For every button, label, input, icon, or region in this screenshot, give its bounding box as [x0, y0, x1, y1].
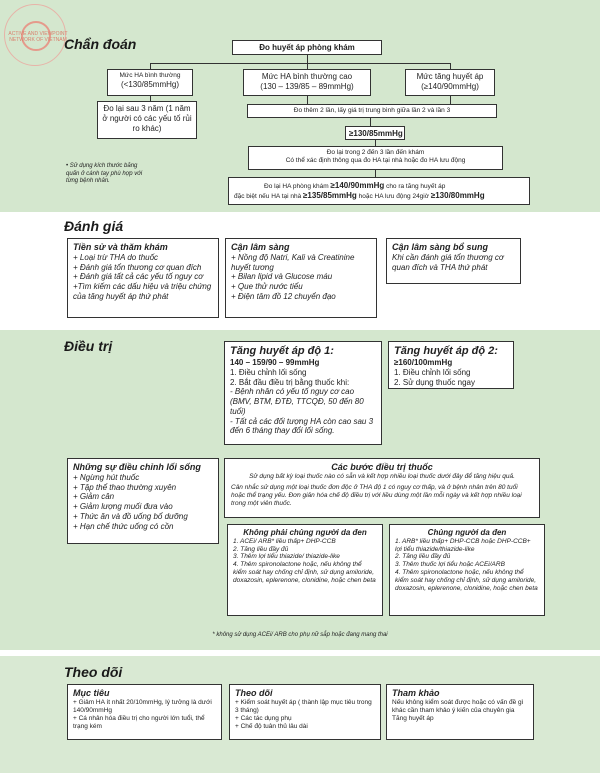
goal-item: + Giảm HA ít nhất 20/10mmHg, lý tưởng là dưới 140/90mmHg	[73, 698, 212, 714]
labs-box	[225, 238, 377, 318]
threshold-box: ≥130/85mmHg	[345, 126, 405, 140]
grade1-item: 1. Điều chỉnh lối sống	[230, 367, 307, 377]
drug-steps-box	[224, 458, 540, 518]
normal-bp-box	[107, 69, 193, 96]
cuff-size-note: • Sử dụng kích thước băng quấn ở cánh tay phù hợp với từng bệnh nhân.	[66, 163, 143, 184]
labs-item: + Bilan lipid và Glucose máu	[231, 272, 333, 282]
organization-logo	[4, 4, 66, 66]
grade2-title: Tăng huyết áp độ 2:	[394, 345, 498, 357]
followup-title: Theo dõi	[64, 664, 123, 680]
history-exam-title: Tiền sử và thăm khám	[73, 242, 168, 252]
refer-text: Nếu không kiểm soát được hoặc có vấn đề gì khác cần tham khảo ý kiến của chuyên gia Tăng huyết áp	[392, 698, 524, 722]
refer-title: Tham khảo	[392, 688, 440, 698]
confirm-line-1: Đo lại trong 2 đến 3 lần đến khám	[326, 149, 425, 156]
lifestyle-item: + Giảm lượng muối đưa vào	[73, 502, 173, 512]
grade1-item: - Bệnh nhân có yếu tố nguy cơ cao (BMV, BTM, ĐTĐ, TTCQĐ, 50 đến 80 tuổi)	[230, 387, 364, 416]
non-black-box	[227, 524, 383, 616]
goal-title: Mục tiêu	[73, 688, 110, 698]
grade2-box	[388, 341, 514, 389]
history-item: + Loại trừ THA do thuốc	[73, 252, 159, 262]
elevated-bp-label: Mức tăng huyết áp	[416, 72, 484, 81]
high-normal-bp-box	[243, 69, 371, 96]
lifestyle-item: + Tập thể thao thường xuyên	[73, 482, 177, 492]
final-confirmation-box	[228, 177, 530, 205]
black-item: 1. ARB* liều thấp+ DHP-CCB hoặc DHP-CCB+ lợi tiểu thiazide/thiazide-like	[395, 537, 531, 553]
confirm-remeasure-box	[248, 146, 503, 170]
non-black-item: 4. Thêm spironolactone hoặc, nếu không thể kiểm soát hay chống chỉ định, sử dụng amiloride, doxazosin, eplerenone, clonidine, hoặc chen beta	[233, 561, 376, 585]
logo-text: ACTIVE AND VIEWPOINT NETWORK OF VIETNAM	[8, 31, 68, 43]
refer-box	[386, 684, 534, 740]
labs-item: + Điện tâm đồ 12 chuyển đạo	[231, 291, 336, 301]
extra-labs-text: Khi cần đánh giá tổn thương cơ quan đích và THA thứ phát	[392, 252, 504, 272]
non-black-item: 2. Tăng liều đầy đủ	[233, 545, 289, 553]
monitor-item: + Kiểm soát huyết áp ( thành lập mục tiêu trong 3 tháng)	[235, 698, 372, 714]
diagnosis-title: Chẩn đoán	[64, 36, 137, 52]
lifestyle-item: + Giảm cân	[73, 492, 115, 502]
grade1-box	[224, 341, 382, 445]
grade2-range: ≥160/100mmHg	[394, 358, 453, 368]
lifestyle-box	[67, 458, 219, 544]
ambulatory-threshold: ≥130/80mmHg	[430, 190, 485, 200]
ace-footnote: * không sử dụng ACEi/ ARB cho phụ nữ sắp hoặc đang mang thai	[212, 632, 388, 638]
monitor-item: + Các tác dụng phụ	[235, 714, 292, 722]
black-box	[389, 524, 545, 616]
black-item: 4. Thêm spironolactone hoặc, nếu không thể kiểm soát hay chống chỉ định, sử dụng amiloride, doxazosin, eplerenone, clonidine, hoặc chen beta	[395, 569, 538, 593]
grade1-title: Tăng huyết áp độ 1:	[230, 345, 334, 357]
drug-steps-paragraph-1: Sử dụng bất kỳ loại thuốc nào có sẵn và kết hợp nhiều loại thuốc dưới đây để tăng hiệu quả.	[249, 472, 515, 480]
labs-item: + Que thử nước tiểu	[231, 282, 303, 292]
monitor-title: Theo dõi	[235, 688, 273, 698]
final-line1-text: Đo lại HA phòng khám	[264, 183, 329, 190]
extra-labs-title: Cận lâm sàng bổ sung	[392, 242, 489, 252]
normal-bp-label: Mức HA bình thường	[119, 72, 181, 79]
non-black-title: Không phải chủng người da đen	[243, 528, 367, 537]
lifestyle-item: + Hạn chế thức uống có cồn	[73, 521, 174, 531]
goal-item: + Cá nhân hóa điều trị cho người lớn tuổi, thể trạng kém	[73, 714, 205, 730]
final-line1-suffix: cho ra tăng huyết áp	[386, 183, 446, 190]
grade2-item: 2. Sử dụng thuốc ngay	[394, 377, 475, 387]
monitor-box	[229, 684, 381, 740]
lifestyle-item: + Ngừng hút thuốc	[73, 472, 140, 482]
elevated-bp-value: (≥140/90mmHg)	[421, 81, 479, 91]
high-normal-bp-label: Mức HA bình thường cao	[261, 72, 353, 81]
remeasure-3-years-box: Đo lại sau 3 năm (1 năm ở người có các yếu tố rủi ro khác)	[97, 101, 197, 139]
labs-title: Cận lâm sàng	[231, 242, 290, 252]
confirm-line-2: Có thể xác định thông qua đo HA tại nhà hoặc đo HA lưu động	[285, 156, 466, 164]
clinic-threshold: ≥140/90mmHg	[330, 181, 385, 190]
history-item: + Đánh giá tổn thương cơ quan đích	[73, 262, 202, 272]
elevated-bp-box	[405, 69, 495, 96]
non-black-item: 1. ACEi/ ARB* liều thấp+ DHP-CCB	[233, 537, 336, 545]
drug-steps-paragraph-2: Cân nhắc sử dụng một loại thuốc đơn độc ở THA độ 1 có nguy cơ thấp, và ở bệnh nhân trên 80 tuổi hoặc thể trạng yếu. Đơn giản hóa chế độ điều trị với liều dùng một lần mỗi ngày và kết hợp nhiều loại trong một viên thuốc.	[231, 483, 522, 507]
history-exam-box	[67, 238, 219, 318]
grade1-range: 140 – 159/90 – 99mmHg	[230, 358, 320, 368]
high-normal-bp-value: (130 – 139/85 – 89mmHg)	[260, 81, 354, 91]
black-item: 3. Thêm thuốc lợi tiểu hoặc ACEi/ARB	[395, 561, 505, 569]
drug-steps-title: Các bước điều trị thuốc	[331, 462, 433, 472]
non-black-item: 3. Thêm lợi tiểu thiazide/ thiazide-like	[233, 553, 340, 561]
assessment-title: Đánh giá	[64, 218, 124, 234]
grade1-item: 2. Bắt đầu điều trị bằng thuốc khi:	[230, 377, 350, 387]
treatment-title: Điều trị	[64, 338, 113, 354]
final-line2-text: đặc biệt nếu HA tại nhà	[234, 192, 302, 200]
measure-two-more-box: Đo thêm 2 lần, lấy giá trị trung bình giữa lần 2 và lần 3	[247, 104, 497, 118]
lifestyle-item: + Thức ăn và đồ uống bổ dưỡng	[73, 511, 188, 521]
final-line2-mid: hoặc HA lưu động 24giờ	[358, 192, 430, 200]
history-item: +Tìm kiếm các dấu hiệu và triệu chứng của tăng huyết áp thứ phát	[73, 282, 212, 301]
home-threshold: ≥135/85mmHg	[303, 190, 357, 200]
grade2-item: 1. Điều chỉnh lối sống	[394, 367, 471, 377]
labs-item: + Nồng độ Natri, Kali và Creatinine huyết tương	[231, 252, 355, 272]
black-title: Chủng người da đen	[427, 528, 507, 537]
black-item: 2. Tăng liều đầy đủ	[395, 553, 451, 561]
lifestyle-title: Những sự điều chỉnh lối sống	[73, 462, 201, 472]
grade1-item: - Tất cả các đối tượng HA còn cao sau 3 đến 6 tháng thay đổi lối sống.	[230, 416, 374, 436]
goal-box	[67, 684, 222, 740]
monitor-item: + Chế độ tuân thủ lâu dài	[235, 722, 308, 730]
history-item: + Đánh giá tất cả các yếu tố nguy cơ	[73, 272, 204, 282]
normal-bp-value: (<130/85mmHg)	[120, 79, 180, 89]
clinic-bp-box: Đo huyết áp phòng khám	[232, 40, 382, 55]
extra-labs-box	[386, 238, 521, 284]
